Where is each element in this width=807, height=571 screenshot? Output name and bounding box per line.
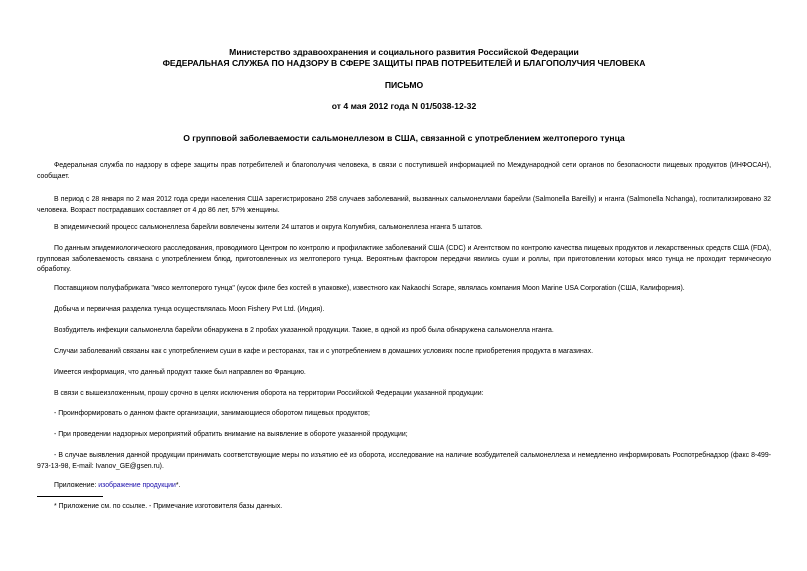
footnote-divider bbox=[37, 496, 103, 497]
attachment-link[interactable]: изображение продукции bbox=[98, 482, 176, 489]
attachment-line bbox=[37, 481, 771, 492]
paragraph: В связи с вышеизложенным, прошу срочно в целях исключения оборота на территории Российской Федерации указанной продукции: bbox=[54, 390, 484, 397]
ministry-name: Министерство здравоохранения и социального развития Российской Федерации bbox=[229, 47, 579, 57]
attachment-label: Приложение: bbox=[54, 482, 97, 489]
document-page bbox=[37, 0, 771, 571]
paragraph: По данным эпидемиологического расследования, проводимого Центром по контролю и профилактике заболеваний США (CDC) и Агентством по контролю качества пищевых продуктов и лекарственных средств США (FDA), групповая заболеваемость связана с употреблением блюд, приготовленных из желтоперого тунца. Вероятным фактором передачи явились суши и роллы, при приготовлении которых мясо тунца не проходит термическую обработку. bbox=[37, 245, 771, 273]
list-item: - Проинформировать о данном факте организации, занимающиеся оборотом пищевых продуктов; bbox=[54, 410, 370, 417]
paragraph: Федеральная служба по надзору в сфере защиты прав потребителей и благополучия человека, в связи с поступившей информацией по Международной сети органов по безопасности пищевых продуктов (ИНФОСАН), сообщает. bbox=[37, 162, 771, 180]
service-name: ФЕДЕРАЛЬНАЯ СЛУЖБА ПО НАДЗОРУ В СФЕРЕ ЗАЩИТЫ ПРАВ ПОТРЕБИТЕЛЕЙ И БЛАГОПОЛУЧИЯ ЧЕЛОВЕКА bbox=[162, 58, 646, 68]
list-item: - В случае выявления данной продукции принимать соответствующие меры по изъятию её из оборота, исследование на наличие возбудителей сальмонеллеза и немедленно информировать Роспотребнадзор (факс 8-499-973-13-98, E-mail: Ivanov_GE@gsen.ru). bbox=[37, 452, 771, 470]
paragraph: Поставщиком полуфабриката "мясо желтоперого тунца" (кусок филе без костей в упаковке), известного как Nakaochi Scrape, являлась компания Moon Marine USA Corporation (США, Калифорния). bbox=[54, 285, 685, 292]
document-type: ПИСЬМО bbox=[384, 80, 424, 90]
document-title: О групповой заболеваемости сальмонеллезом в США, связанной с употреблением желтоперого тунца bbox=[183, 133, 625, 143]
paragraph: В эпидемический процесс сальмонеллеза барейли вовлечены жители 24 штатов и округа Колумбия, сальмонеллеза нганга 5 штатов. bbox=[54, 224, 483, 231]
document-date-number: от 4 мая 2012 года N 01/5038-12-32 bbox=[331, 101, 477, 111]
paragraph: Возбудитель инфекции сальмонелла барейли обнаружена в 2 пробах указанной продукции. Также, в одной из проб была обнаружена сальмонелла нганга. bbox=[54, 327, 554, 334]
paragraph: Имеется информация, что данный продукт также был направлен во Францию. bbox=[54, 369, 306, 376]
paragraph: Добыча и первичная разделка тунца осуществлялась Moon Fishery Pvt Ltd. (Индия). bbox=[54, 306, 325, 313]
paragraph: Случаи заболеваний связаны как с употреблением суши в кафе и ресторанах, так и с употреблением в домашних условиях после приобретения продукта в магазинах. bbox=[54, 348, 593, 355]
list-item: - При проведении надзорных мероприятий обратить внимание на выявление в обороте указанной продукции; bbox=[54, 431, 408, 438]
paragraph: В период с 28 января по 2 мая 2012 года среди населения США зарегистрировано 258 случаев заболеваний, вызванных сальмонеллами барейли (Salmonella Bareilly) и нганга (Salmonella Nchanga), госпитализировано 32 человека. Возраст пострадавших составляет от 4 до 86 лет, 57% женщины. bbox=[37, 196, 771, 214]
attachment-marker: *. bbox=[175, 482, 181, 489]
footnote: * Приложение см. по ссылке. - Примечание изготовителя базы данных. bbox=[54, 503, 283, 510]
